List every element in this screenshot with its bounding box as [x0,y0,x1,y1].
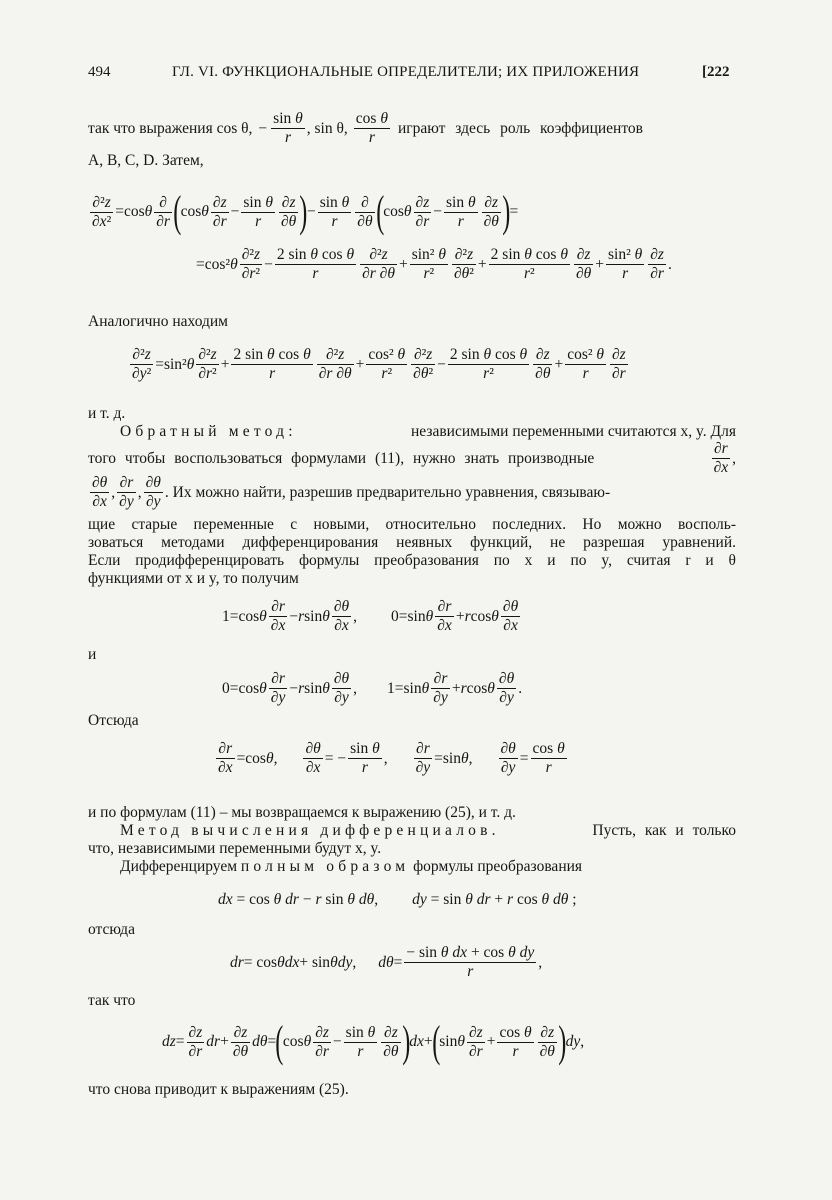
coefficients-sentence: так что выражения cos θ, − $\frac{\text{sin θ}}{r}$ , sin θ, cos θ r играют здесь роль коэффициентов [88,110,643,146]
diff-title: Метод вычисления дифференциалов. [120,822,500,839]
diff-line3 [120,858,582,876]
back-text: и по формулам (11) – мы возвращаемся к выражению (25), и т. д. [88,804,516,821]
formula-d2z-dx2-line2: =cos² θ ∂²z ∂r² − 2 sin θ cos θ r ∂²z ∂r ∂θ + sin² θ r² ∂²z ∂θ² + 2 sin θ cos θ r² ∂z ∂θ + sin² θ r ∂z ∂r . [196,246,672,282]
method-l5: зоваться методами дифференцирования неявных функций, не разрешая уравнений. [88,534,736,551]
diff-l3c: формулы преобразования [413,858,583,875]
method-l6: Если продифференцировать формулы преобразования по x и по y, считая r и θ [88,552,736,569]
method-l4: щие старые переменные с новыми, относительно последних. Но можно восполь- [88,516,736,533]
formula-d2z-dy2: ∂²z ∂y² =sin² θ ∂²z ∂r² + 2 sin θ cos θ r ∂²z ∂r ∂θ + cos² θ r² ∂²z ∂θ² − 2 sin θ cos θ r² ∂z ∂θ + cos² θ r ∂z ∂r [132,346,626,382]
hence-text: Отсюда [88,712,139,729]
p1-line2: A, B, C, D. Затем, [88,152,204,169]
and-text: и [88,646,97,663]
p1-end: играют здесь роль коэффициентов [397,119,643,137]
sothat-text: так что [88,992,136,1009]
eq-dr-dtheta: dr = cos θ dx + sin θ dy , dθ = − sin θ dx + cos θ dy r , [230,944,543,980]
eq-diff-y: 0=cos θ ∂r ∂y − r sin θ ∂θ ∂y , 1=sin θ ∂r ∂y + r cos θ ∂θ ∂y . [222,670,523,706]
eq-dx-dy: dx = cos θ dr − r sin θ dθ, dy = sin θ dr + r cos θ dθ ; [218,891,577,908]
diff-line1 [120,822,736,840]
method-line3: ∂θ ∂x , ∂r ∂y , ∂θ ∂y . Их можно найти, разрешив предварительно уравнения, связываю- [92,474,611,510]
hence2-text: отсюда [88,921,135,938]
page-number: 494 [88,64,111,80]
method-title: Обратный метод: [120,423,297,440]
formula-d2z-dx2-line1: ∂²z ∂x² =cos θ ∂ ∂r ( cos θ ∂z ∂r − sin θ r ∂z ∂θ ) − sin θ r ∂ ∂θ ( cos θ ∂z ∂r − sin θ r ∂z ∂θ ) = [92,187,519,236]
method-l2: того чтобы воспользоваться формулами (11), нужно знать производные [88,449,595,467]
method-line1 [120,423,736,441]
eq-diff-x: 1=cos θ ∂r ∂x − r sin θ ∂θ ∂x , 0=sin θ ∂r ∂x + r cos θ ∂θ ∂x [222,598,519,634]
section-ref: [222 [702,64,730,80]
p1-mid: , sin θ, [306,119,348,137]
diff-l1: Пусть, как и только [592,822,736,839]
running-title: ГЛ. VI. ФУНКЦИОНАЛЬНЫЕ ОПРЕДЕЛИТЕЛИ; ИХ ПРИЛОЖЕНИЯ [172,64,640,80]
final-text: что снова приводит к выражениям (25). [88,1081,349,1098]
p1-start: так что выражения cos θ, [88,119,253,137]
eq-dz: dz = ∂z ∂r dr + ∂z ∂θ dθ = ( cos θ ∂z ∂r − sin θ r ∂z ∂θ ) dx + ( sin θ ∂z ∂r + cos θ r ∂z ∂θ ) dy , [162,1017,585,1066]
method-l1: независимыми переменными считаются x, y. Для [411,423,736,440]
analog-text: Аналогично находим [88,313,228,330]
eq-partials-result: ∂r ∂x =cos θ , ∂θ ∂x = − sin θ r , ∂r ∂y =sin θ , ∂θ ∂y = cos θ r [218,740,565,776]
method-l3: . Их можно найти, разрешив предварительно уравнения, связываю- [164,483,611,501]
diff-l3a: Дифференцируем [120,858,238,875]
diff-l3b: полным образом [240,858,410,875]
method-l7: функциями от x и y, то получим [88,570,299,587]
itd-text: и т. д. [88,405,126,422]
diff-l2: что, независимыми переменными будут x, y. [88,840,382,857]
method-line2: того чтобы воспользоваться формулами (11), нужно знать производные ∂r ∂x , [88,440,736,476]
